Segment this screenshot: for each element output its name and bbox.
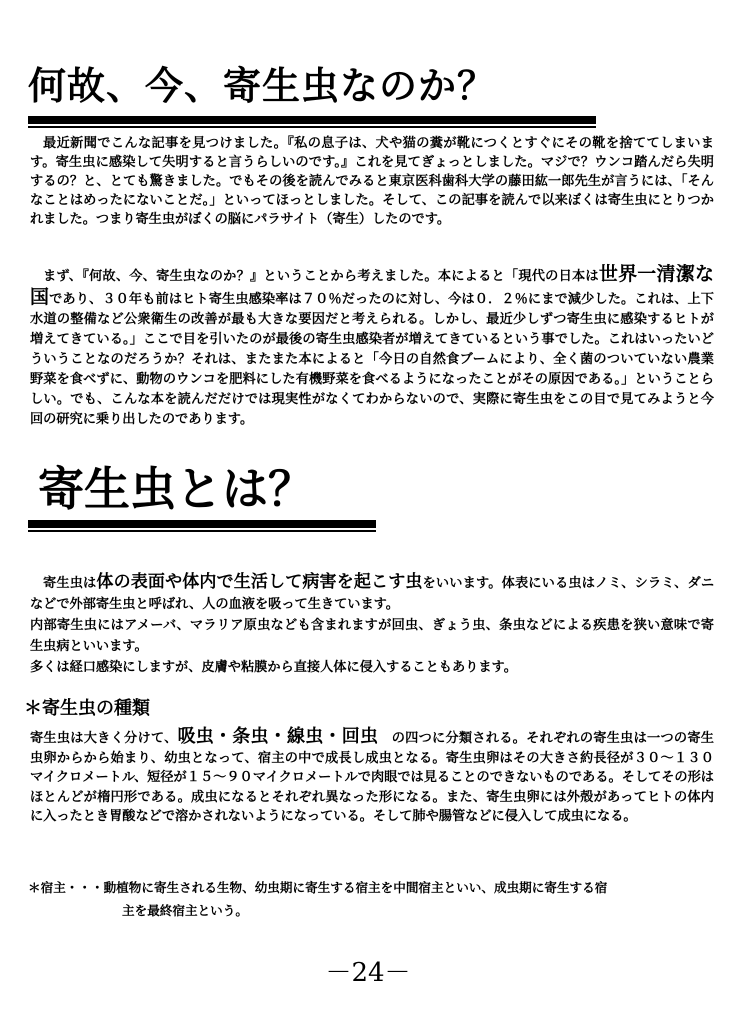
main-heading: 何故、今、寄生虫なのか？ [28,63,497,108]
heading-underline-thin [28,126,596,128]
definition-start: 寄生虫は [43,576,97,591]
definition-paragraph [30,572,714,678]
emphasis-cleanest-country: 世界一清潔な国 [30,263,714,308]
types-rest: の四つに分類される。それぞれの寄生虫は一つの寄生虫卵からから始まり、幼虫となって、宿主の中で成長し成虫となる。寄生虫卵はその大きさ約長径が３０～１３０マイクロメートル、短径が１５～９０マイクロメートルで肉眼では見ることのできないものである。そしてその形はほとんどが楕円形である。成虫になるとそれぞれ異なった形になる。また、寄生虫卵には外殻があってヒトの体内に入ったとき胃酸などで溶かされないようになっている。そして肺や腸管などに侵入して成虫になる。 [30,731,714,824]
emphasis-definition: 体の表面や体内で生活して病害を起こす虫 [96,572,423,592]
section-heading: 寄生虫とは？ [38,462,314,516]
reason-paragraph [30,264,714,430]
section-heading-underline-thin [28,530,376,532]
footnote-line1: ＊宿主・・・動植物に寄生される生物、幼虫期に寄生する宿主を中間宿主といい、成虫期に寄生する宿 [28,880,608,895]
host-footnote [28,876,718,922]
types-paragraph [30,727,714,827]
page-number: －24－ [325,958,411,988]
footnote-line2: 主を最終宿主という。 [122,903,248,918]
reason-text-start: まず、『何故、今、寄生虫なのか？』ということから考えました。本によると「現代の日本は [43,269,599,284]
definition-internal: 内部寄生虫にはアメーバ、マラリア原虫なども含まれますが回虫、ぎょう虫、条虫などによる疾患を狭い意味で寄生虫病といいます。 [30,618,714,654]
definition-infection: 多くは経口感染にしますが、皮膚や粘膜から直接人体に侵入することもあります。 [30,660,517,675]
emphasis-four-types: 吸虫・条虫・線虫・回虫 [177,726,379,747]
intro-paragraph: 最近新聞でこんな記事を見つけました。『私の息子は、犬や猫の糞が靴につくとすぐにその靴を捨ててしまいます。寄生虫に感染して失明すると言うらしいのです。』これを見てぎょっとしました。マジで？ウンコ踏んだら失明するの？と、とても驚きました。でもその後を読んでみると東京医科歯科大学の藤田紘一郎先生が言うには、「そんなことはめったにないことだ。」といってほっとしました。そして、この記事を読んで以来ぼくは寄生虫にとりつかれました。つまり寄生虫がぼくの脳にパラサイト（寄生）したのです。 [30,136,714,227]
reason-text-rest: であり、３０年も前はヒト寄生虫感染率は７０％だったのに対し、今は０．２％にまで減少した。これは、上下水道の整備など公衆衛生の改善が最も大きな要因だと考えられる。しかし、最近少しずつ寄生虫に感染するヒトが増えてきている。」ここで目を引いたのが最後の寄生虫感染者が増えてきているという事でした。これはいったいどういうことなのだろうか？それは、またまた本によると「今日の自然食ブームにより、全く菌のついていない農業野菜を食べずに、動物のウンコを肥料にした有機野菜を食べるようになったことがその原因である。」ということらしい。でも、こんな本を読んだだけでは現実性がなくてわからないので、実際に寄生虫をこの目で見てみようと今回の研究に乗り出したのであります。 [30,292,714,427]
heading-underline [28,116,596,124]
section-heading-underline [28,520,376,528]
subheading-types: ＊寄生虫の種類 [24,698,150,719]
types-start: 寄生虫は大きく分けて、 [30,731,178,746]
definition-rest: をいいます。体表にいる虫はノミ、シラミ、ダニなどで外部寄生虫と呼ばれ、人の血液を吸って生きています。 [30,576,715,612]
